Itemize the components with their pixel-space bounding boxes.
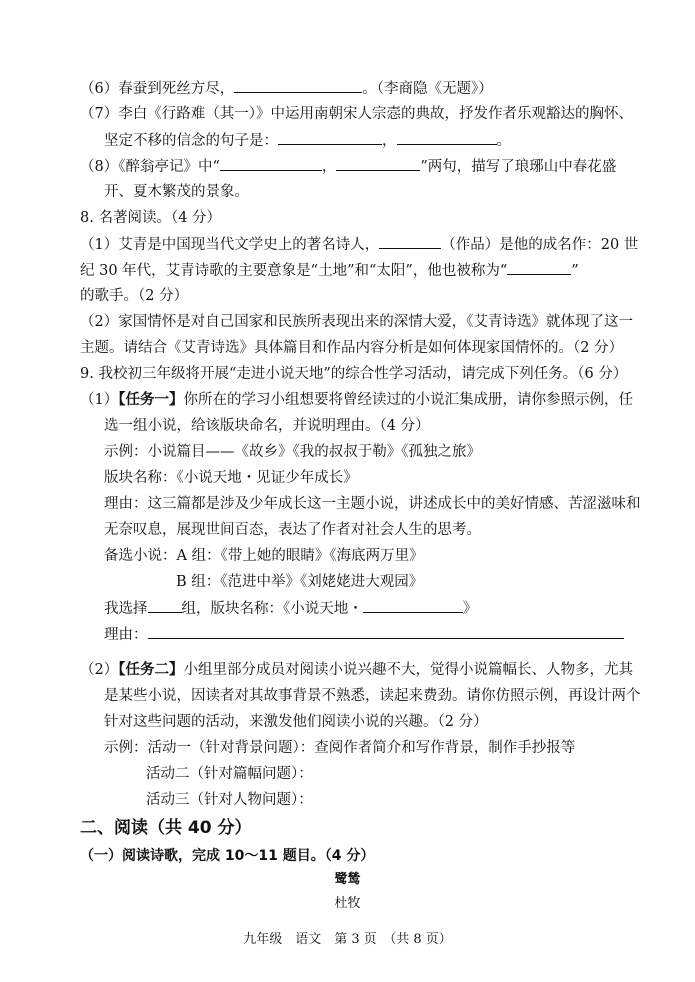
poem-author: 杜牧	[334, 896, 361, 911]
task2-activity3: 活动三（针对人物问题）：	[146, 792, 313, 808]
task1-board-name: 版块名称：《小说天地・见证少年成长》	[104, 470, 358, 486]
task2-line2: 是某些小说，因读者对其故事背景不熟悉，读起来费劲。请你仿照示例，再设计两个	[104, 688, 641, 704]
task2-line1: （2）【任务二】小组里部分成员对阅读小说兴趣不大，觉得小说篇幅长、人物多，尤其	[80, 662, 633, 678]
answer-blank[interactable]	[397, 130, 497, 145]
task1-choose-line: 我选择 组，版块名称：《小说天地・ 》	[104, 598, 477, 619]
answer-blank[interactable]	[220, 156, 322, 171]
answer-blank[interactable]	[336, 156, 420, 171]
task2-tag: 【任务二】	[118, 662, 184, 678]
question-8-1-line2: 纪 30 年代，艾青诗歌的主要意象是“土地”和“太阳”，他也被称为“ ”	[80, 260, 579, 281]
question-8-1-line3: 的歌手。（2 分）	[80, 288, 189, 304]
reason-blank[interactable]	[148, 624, 624, 639]
question-7-line2: 坚定不移的信念的句子是： ， 。	[104, 130, 511, 151]
task1-option-a: 备选小说：A 组：《带上她的眼睛》《海底两万里》	[104, 548, 424, 564]
section2-title: 二、阅读（共 40 分）	[80, 818, 252, 838]
question-8-title: 8. 名著阅读。（4 分）	[80, 210, 222, 226]
task1-option-b: B 组：《范进中举》《刘姥姥进大观园》	[176, 574, 424, 590]
question-8-2-line2: 主题。请结合《艾青诗选》具体篇目和作品内容分析是如何体现家国情怀的。（2 分）	[80, 340, 624, 356]
page-footer: 九年级 语文 第 3 页 （共 8 页）	[243, 932, 452, 947]
question-6: （6）春蚕到死丝方尽， 。（李商隐《无题》）	[80, 78, 493, 99]
group-blank[interactable]	[148, 598, 182, 613]
answer-blank[interactable]	[379, 234, 441, 249]
answer-blank[interactable]	[278, 130, 382, 145]
task2-activity2: 活动二（针对篇幅问题）：	[146, 766, 313, 782]
task1-reason-line2: 无奈叹息，展现世间百态，表达了作者对社会人生的思考。	[104, 522, 481, 538]
answer-blank[interactable]	[234, 78, 362, 93]
question-8-line1: （8）《醉翁亭记》中“ ， ”两句，描写了琅琊山中春花盛	[80, 156, 616, 177]
poem-title: 鹭鸶	[334, 872, 361, 887]
task2-example: 示例：活动一（针对背景问题）：查阅作者简介和写作背景，制作手抄报等	[104, 740, 576, 756]
question-8-line2: 开、夏木繁茂的景象。	[104, 184, 249, 200]
task1-line1: （1）【任务一】你所在的学习小组想要将曾经读过的小说汇集成册，请你参照示例，任	[80, 392, 633, 408]
question-8-1-line1: （1）艾青是中国现当代文学史上的著名诗人， （作品）是他的成名作：20 世	[80, 234, 638, 255]
question-9-title: 9. 我校初三年级将开展“走进小说天地”的综合性学习活动，请完成下列任务。（6 分）	[80, 366, 628, 382]
answer-blank[interactable]	[507, 260, 571, 275]
task2-line3: 针对这些问题的活动，来激发他们阅读小说的兴趣。（2 分）	[104, 714, 488, 730]
question-8-2-line1: （2）家国情怀是对自己国家和民族所表现出来的深情大爱，《艾青诗选》就体现了这一	[80, 314, 633, 330]
task1-reason-line1: 理由：这三篇都是涉及少年成长这一主题小说，讲述成长中的美好情感、苦涩滋味和	[104, 496, 641, 512]
section2-subtitle: （一）阅读诗歌，完成 10～11 题目。（4 分）	[80, 848, 375, 864]
task1-line2: 选一组小说，给该版块命名，并说明理由。（4 分）	[104, 418, 430, 434]
question-7-line1: （7）李白《行路难（其一）》中运用南朝宋人宗悫的典故，抒发作者乐观豁达的胸怀、	[80, 106, 633, 122]
task1-tag: 【任务一】	[118, 392, 184, 408]
task1-example: 示例：小说篇目——《故乡》《我的叔叔于勒》《孤独之旅》	[104, 444, 481, 460]
board-name-blank[interactable]	[363, 598, 463, 613]
task1-reason-answer: 理由：	[104, 624, 624, 645]
